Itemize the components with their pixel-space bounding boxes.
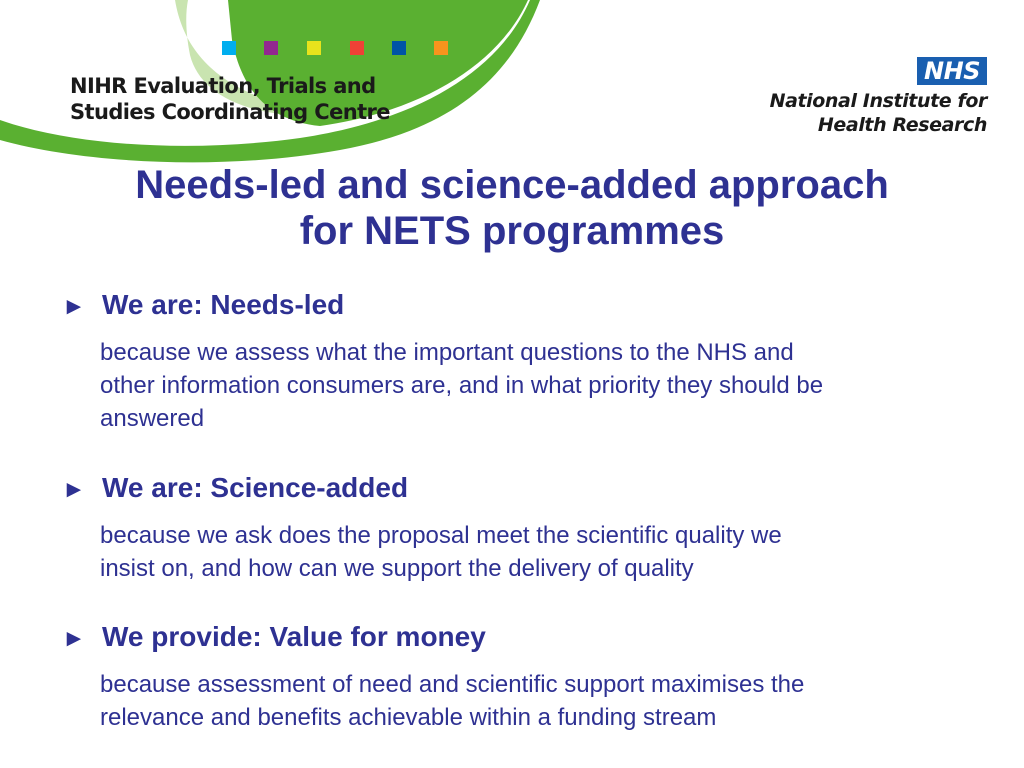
arrow-right-icon: ► [62, 293, 86, 320]
bullet-heading [62, 620, 982, 656]
nihr-line-2: Health Research [817, 114, 987, 136]
body-line: because we ask does the proposal meet the scientific quality we [100, 522, 782, 549]
bullet-heading-text: We provide: Value for money [102, 621, 486, 652]
netscc-logo-text [70, 73, 390, 125]
title-line-1: Needs-led and science-added approach [135, 163, 889, 207]
nhs-logo: NHS [917, 57, 987, 85]
square-orange [434, 41, 448, 55]
nihr-logo-text [770, 89, 987, 137]
bullet-body [100, 519, 982, 585]
body-line: other information consumers are, and in what priority they should be [100, 372, 824, 399]
square-purple [264, 41, 278, 55]
nihr-line-1: National Institute for [769, 90, 987, 112]
square-cyan [222, 41, 236, 55]
page-title [60, 162, 964, 254]
bullet-heading-text: We are: Needs-led [102, 289, 345, 320]
bullet-heading-text: We are: Science-added [102, 472, 409, 503]
square-blue [392, 41, 406, 55]
body-line: insist on, and how can we support the delivery of quality [100, 555, 694, 582]
bullet-value-for-money [62, 620, 982, 734]
org-title-line-2: Studies Coordinating Centre [70, 100, 390, 124]
bullet-body [100, 336, 982, 435]
body-line: relevance and benefits achievable within a funding stream [100, 704, 717, 731]
bullet-heading [62, 471, 982, 507]
body-line: answered [100, 405, 205, 432]
bullet-body [100, 668, 982, 734]
body-line: because assessment of need and scientific support maximises the [100, 671, 805, 698]
bullet-needs-led [62, 288, 982, 435]
org-title-line-1: NIHR Evaluation, Trials and [70, 74, 376, 98]
arrow-right-icon: ► [62, 476, 86, 503]
body-line: because we assess what the important questions to the NHS and [100, 339, 794, 366]
square-red [350, 41, 364, 55]
square-yellow [307, 41, 321, 55]
bullet-heading [62, 288, 982, 324]
arrow-right-icon: ► [62, 625, 86, 652]
bullet-science-added [62, 471, 982, 585]
title-line-2: for NETS programmes [299, 209, 725, 253]
